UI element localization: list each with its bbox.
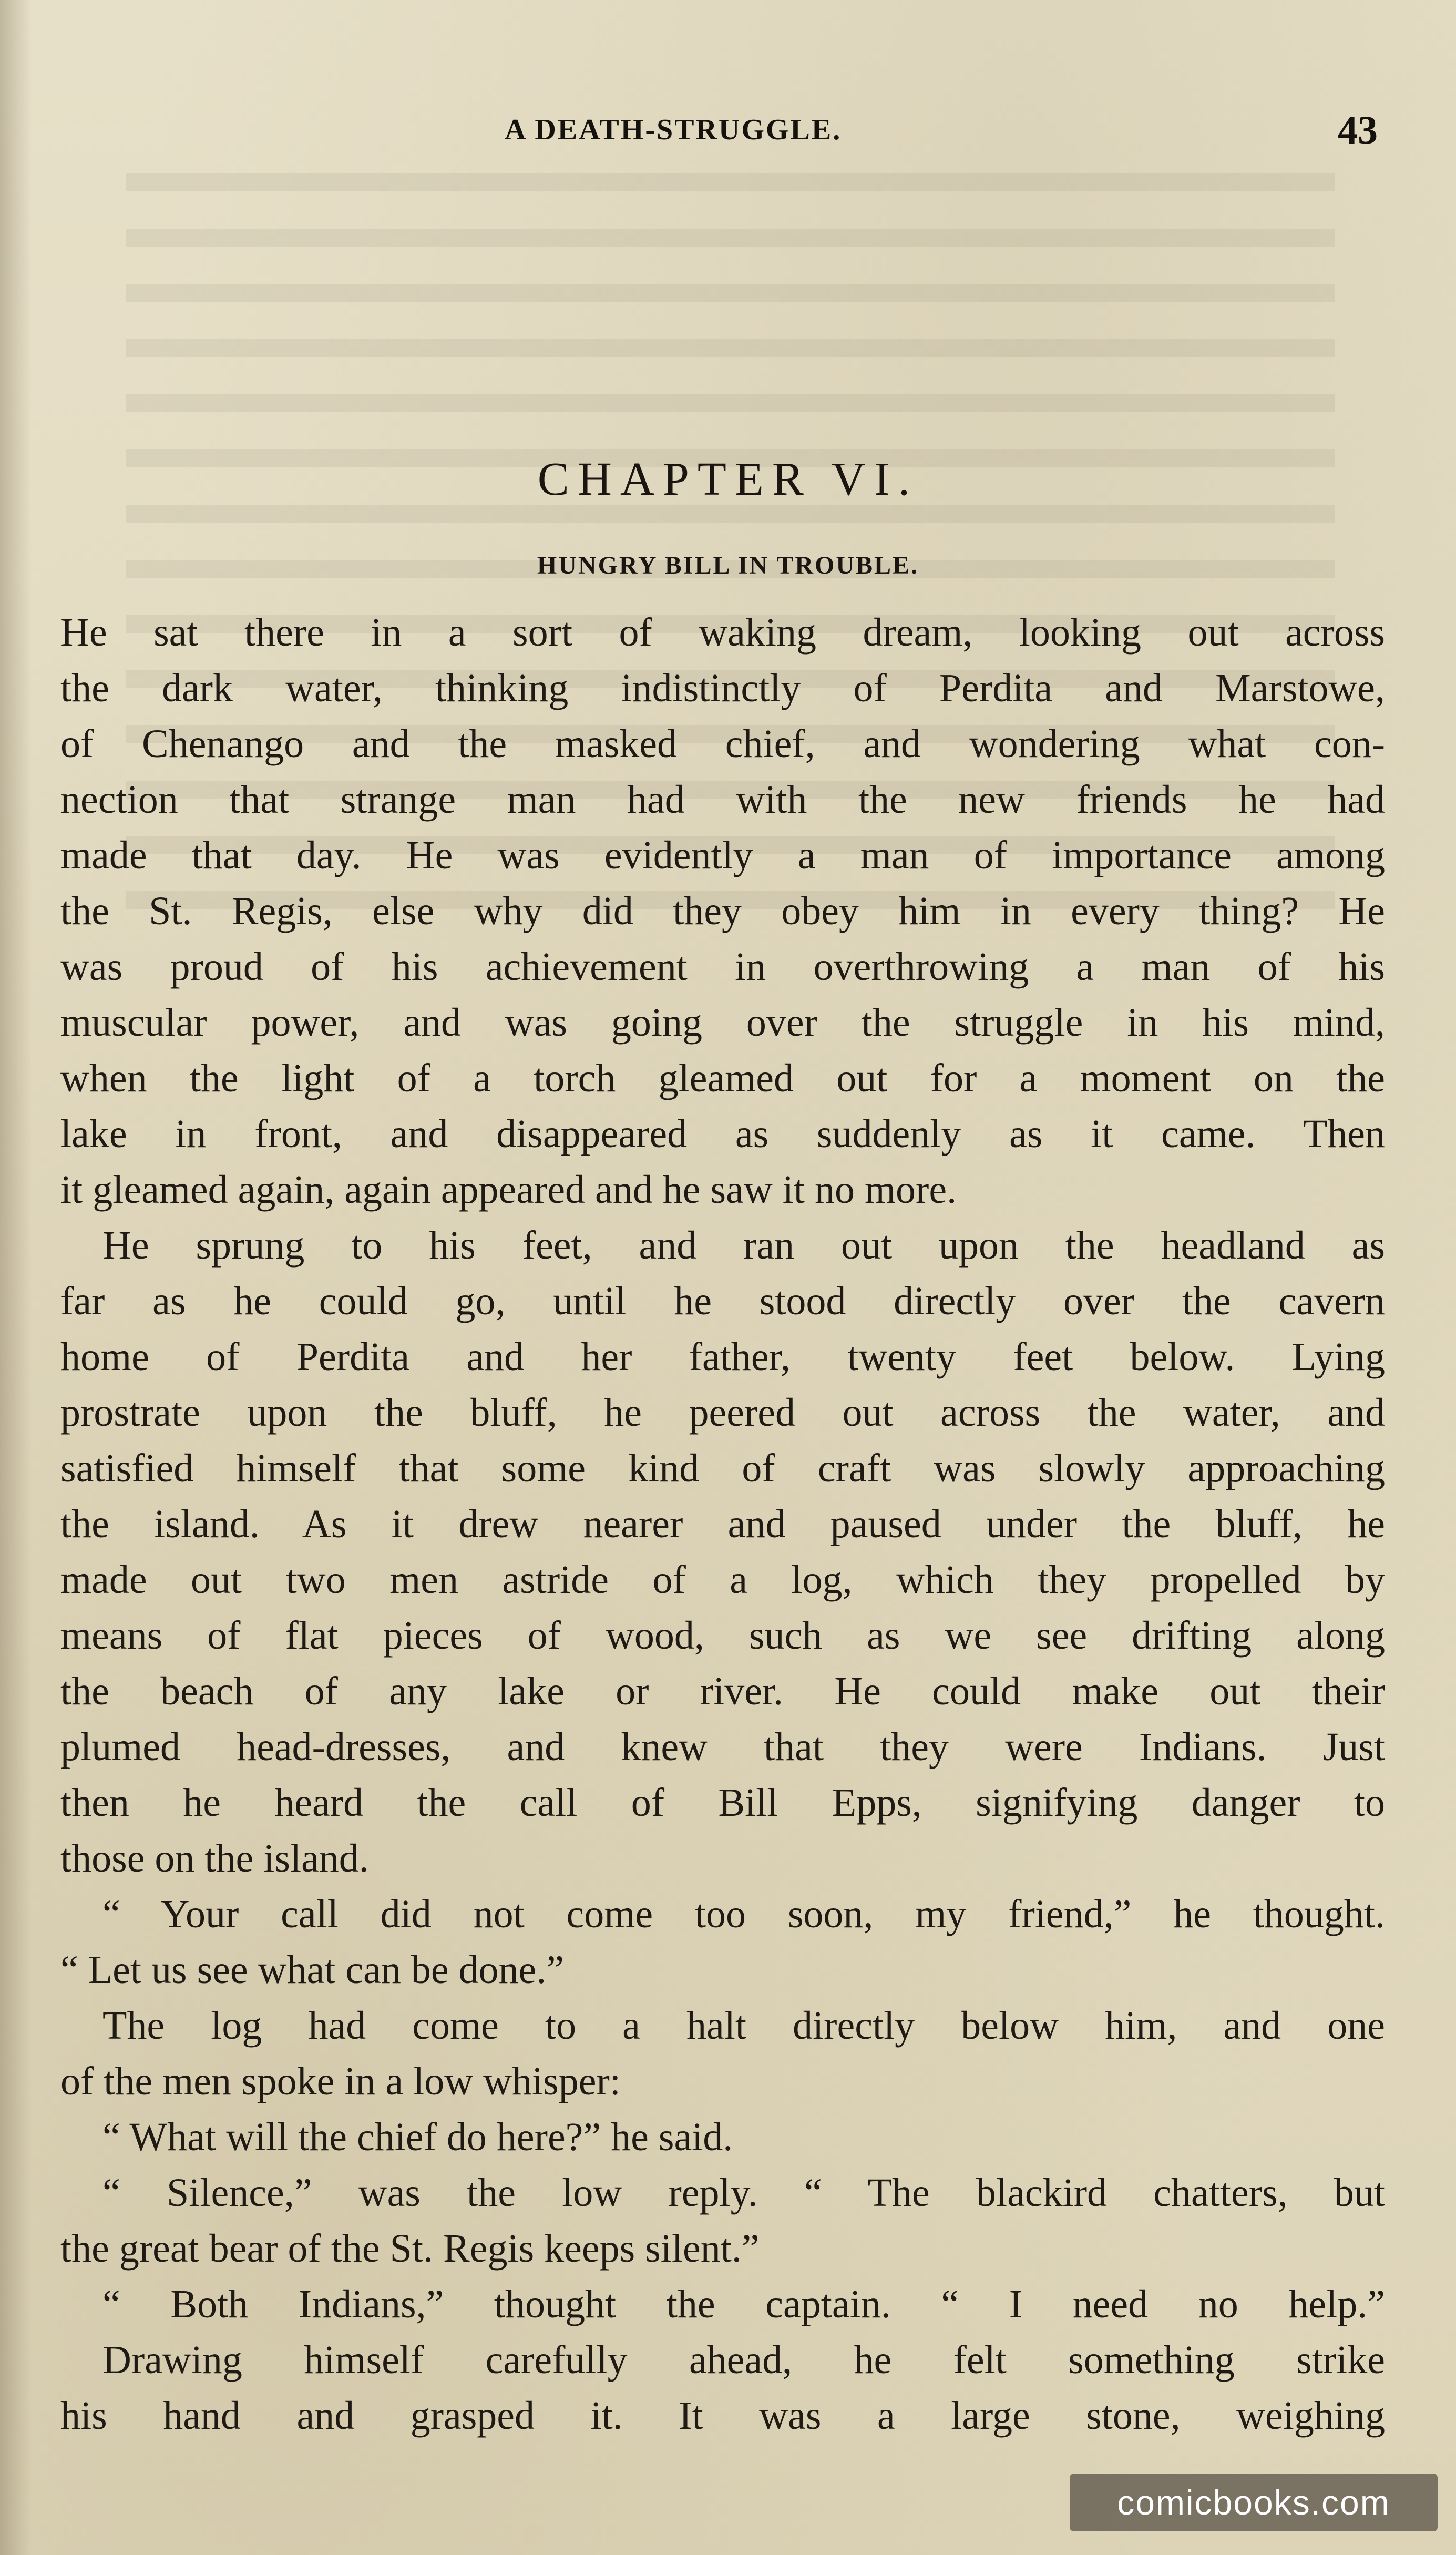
text-line: it gleamed again, again appeared and he saw it no more. [60,1168,957,1212]
text-line: The log had come to a halt directly below him, and one [102,2004,1385,2048]
text-line: then he heard the call of Bill Epps, signifying danger to [60,1781,1385,1825]
text-line: his hand and grasped it. It was a large stone, weighing [60,2394,1385,2438]
chapter-title: CHAPTER VI. [537,453,919,505]
text-line: means of flat pieces of wood, such as we see drifting along [60,1613,1385,1658]
text-line: “ What will the chief do here?” he said. [102,2115,733,2159]
text-line: home of Perdita and her father, twenty feet below. Lying [60,1335,1385,1379]
text-line: prostrate upon the bluff, he peered out across the water, and [60,1391,1385,1435]
text-line: satisfied himself that some kind of craft was slowly approaching [60,1446,1385,1490]
text-line: of Chenango and the masked chief, and wondering what con- [60,722,1385,766]
watermark-label: comicbooks.com [1070,2474,1438,2531]
running-header: A DEATH-STRUGGLE. [505,114,842,146]
text-line: when the light of a torch gleamed out for a moment on the [60,1056,1385,1100]
text-line: “ Your call did not come too soon, my friend,” he thought. [102,1892,1385,1936]
text-line: Drawing himself carefully ahead, he felt something strike [102,2338,1385,2382]
text-line: of the men spoke in a low whisper: [60,2059,621,2103]
text-line: far as he could go, until he stood directly over the cavern [60,1279,1385,1323]
text-line: the St. Regis, else why did they obey him in every thing? He [60,889,1385,933]
text-line: nection that strange man had with the new friends he had [60,778,1385,822]
text-line: made out two men astride of a log, which they propelled by [60,1558,1385,1602]
chapter-subtitle: HUNGRY BILL IN TROUBLE. [537,551,919,579]
page-edge-shadow [0,0,32,2555]
text-line: “ Let us see what can be done.” [60,1948,565,1992]
text-line: muscular power, and was going over the struggle in his mind, [60,1000,1385,1045]
page-number: 43 [1338,108,1378,152]
body-text [60,605,1385,2444]
text-line: was proud of his achievement in overthrowing a man of his [60,945,1385,989]
text-line: He sat there in a sort of waking dream, looking out across [60,610,1385,655]
text-line: “ Silence,” was the low reply. “ The blackird chatters, but [102,2171,1385,2215]
text-line: the great bear of the St. Regis keeps silent.” [60,2226,760,2271]
text-line: those on the island. [60,1836,369,1881]
text-line: “ Both Indians,” thought the captain. “ I need no help.” [102,2282,1385,2326]
text-line: He sprung to his feet, and ran out upon the headland as [102,1223,1385,1268]
text-line: the beach of any lake or river. He could make out their [60,1669,1385,1713]
text-line: the island. As it drew nearer and paused under the bluff, he [60,1502,1385,1546]
text-line: the dark water, thinking indistinctly of Perdita and Marstowe, [60,666,1385,710]
text-line: made that day. He was evidently a man of importance among [60,833,1385,877]
text-line: plumed head-dresses, and knew that they were Indians. Just [60,1725,1385,1769]
text-line: lake in front, and disappeared as suddenly as it came. Then [60,1112,1385,1156]
